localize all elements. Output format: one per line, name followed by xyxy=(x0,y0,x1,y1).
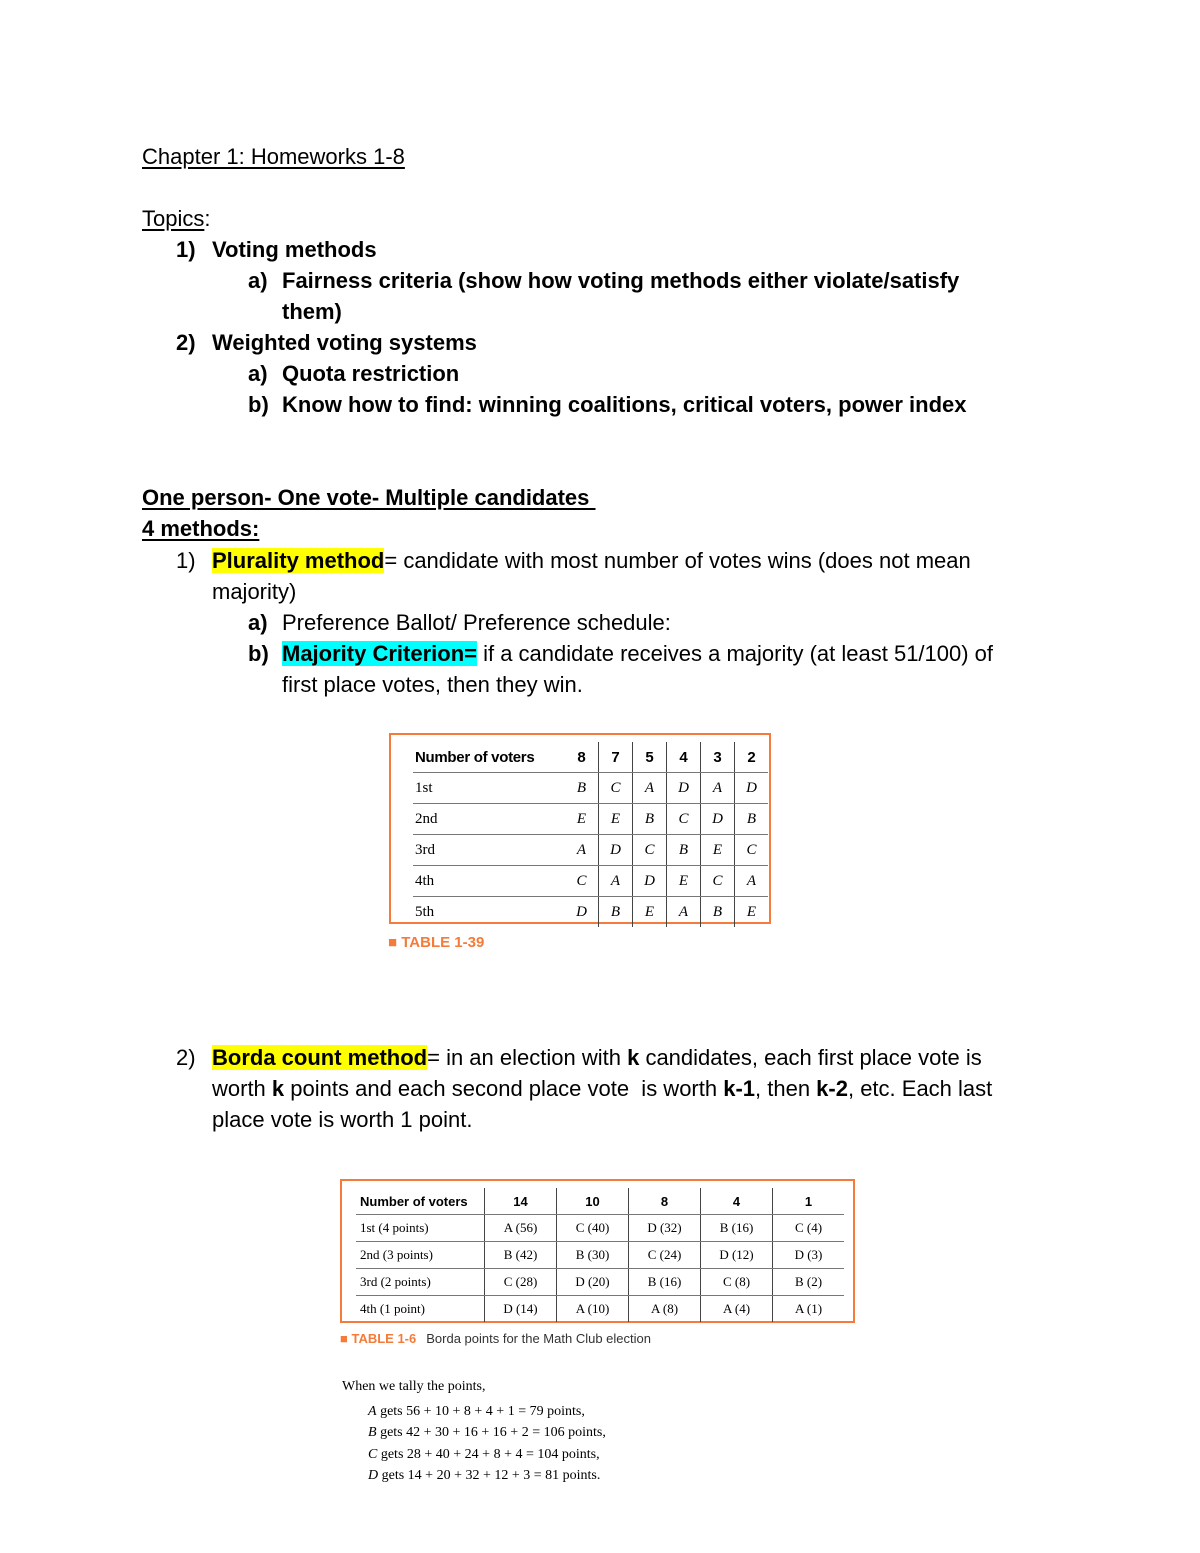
table-cell: B (2) xyxy=(773,1269,845,1296)
header-cell: 3 xyxy=(701,742,735,773)
table-cell: B xyxy=(735,804,769,835)
topics-heading-label: Topics xyxy=(142,206,205,231)
subtopic-text: Know how to find: winning coalitions, critical voters, power index xyxy=(282,392,967,417)
table-cell: D (12) xyxy=(701,1242,773,1269)
table-cell: A xyxy=(565,835,599,866)
row-label: 2nd xyxy=(413,804,565,835)
table-cell: B xyxy=(599,897,633,928)
row-label: 1st xyxy=(413,773,565,804)
table-cell: A xyxy=(701,773,735,804)
tally-intro: When we tally the points, xyxy=(342,1379,486,1394)
row-label: 1st (4 points) xyxy=(356,1215,485,1242)
table-1-39-caption: ■ TABLE 1-39 xyxy=(388,934,485,951)
preference-schedule xyxy=(413,742,768,927)
header-cell: 5 xyxy=(633,742,667,773)
table-row xyxy=(356,1242,844,1269)
candidate-letter: B xyxy=(368,1425,377,1440)
row-label: 2nd (3 points) xyxy=(356,1242,485,1269)
tally-text: gets 28 + 40 + 24 + 8 + 4 = 104 points, xyxy=(377,1447,600,1462)
table-row xyxy=(413,897,768,928)
majority-term: Majority Criterion= xyxy=(282,641,477,666)
table-row xyxy=(356,1215,844,1242)
borda-text: points and each second place vote is worth xyxy=(284,1076,724,1101)
topic-number: 1) xyxy=(176,237,196,262)
header-cell: Number of voters xyxy=(413,742,565,773)
preference-table-1-39 xyxy=(389,733,771,924)
borda-term: Borda count method xyxy=(212,1045,428,1070)
table-cell: A xyxy=(735,866,769,897)
plurality-definition xyxy=(212,545,971,576)
header-cell: 4 xyxy=(701,1188,773,1215)
borda-def-line2 xyxy=(212,1073,992,1104)
subtopic-letter: a) xyxy=(248,268,268,293)
tally-line xyxy=(368,1422,606,1443)
table-cell: C xyxy=(633,835,667,866)
table-cell: C (28) xyxy=(485,1269,557,1296)
majority-criterion xyxy=(282,638,993,669)
tally-text: gets 42 + 30 + 16 + 16 + 2 = 106 points, xyxy=(376,1425,606,1440)
table-row xyxy=(413,835,768,866)
table-row xyxy=(413,866,768,897)
row-label: 4th (1 point) xyxy=(360,1301,425,1316)
topic-number: 2) xyxy=(176,330,196,355)
tally-text: gets 56 + 10 + 8 + 4 + 1 = 79 points, xyxy=(376,1404,585,1419)
method-number: 1) xyxy=(176,548,196,573)
table-cell: D xyxy=(633,866,667,897)
table-cell: A xyxy=(667,897,701,928)
table-cell: B (30) xyxy=(557,1242,629,1269)
borda-k-minus-1: k-1 xyxy=(723,1076,756,1101)
table-cell: A (56) xyxy=(485,1215,557,1242)
table-cell: C xyxy=(667,804,701,835)
tally-text: gets 14 + 20 + 32 + 12 + 3 = 81 points. xyxy=(378,1468,601,1483)
subtopic-text-continued: them) xyxy=(282,299,342,324)
plurality-def-text: = candidate with most number of votes wins (does not mean xyxy=(384,548,971,573)
header-cell: 14 xyxy=(485,1188,557,1215)
table-cell: A (10) xyxy=(557,1296,629,1323)
header-cell: 8 xyxy=(629,1188,701,1215)
topic-text: Voting methods xyxy=(212,237,377,262)
subtopic-text: Quota restriction xyxy=(282,361,460,386)
plurality-def-continued: majority) xyxy=(212,579,297,604)
table-cell: C xyxy=(735,835,769,866)
majority-def-continued: first place votes, then they win. xyxy=(282,672,583,697)
header-cell: 1 xyxy=(773,1188,845,1215)
borda-k: k xyxy=(627,1045,640,1070)
table-cell: A (8) xyxy=(629,1296,701,1323)
table-cell: D xyxy=(599,835,633,866)
borda-text: , then xyxy=(755,1076,817,1101)
table-cell: E xyxy=(735,897,769,928)
header-cell: 10 xyxy=(557,1188,629,1215)
row-label: 5th xyxy=(415,903,435,920)
table-cell: A (1) xyxy=(773,1296,845,1323)
subtopic-text: Fairness criteria (show how voting methods either violate/satisfy xyxy=(282,268,960,293)
row-label: 3rd xyxy=(413,835,565,866)
page-title: Chapter 1: Homeworks 1-8 xyxy=(142,144,405,169)
header-cell: 7 xyxy=(599,742,633,773)
caption-number: ■ TABLE 1-6 xyxy=(340,1331,417,1346)
table-cell: C (4) xyxy=(773,1215,845,1242)
borda-text: = in an election with xyxy=(427,1045,628,1070)
tally-line xyxy=(368,1465,600,1486)
plurality-term: Plurality method xyxy=(212,548,385,573)
borda-def-line3: place vote is worth 1 point. xyxy=(212,1107,473,1132)
table-cell: D xyxy=(576,903,587,920)
table-cell: B (16) xyxy=(629,1269,701,1296)
table-cell: C (8) xyxy=(701,1269,773,1296)
table-cell: C xyxy=(565,866,599,897)
table-row xyxy=(356,1296,844,1323)
header-cell: 2 xyxy=(735,742,769,773)
table-row xyxy=(356,1269,844,1296)
table-header-row xyxy=(356,1188,844,1215)
table-cell: D (20) xyxy=(557,1269,629,1296)
tally-line xyxy=(368,1444,600,1465)
preference-ballot-text: Preference Ballot/ Preference schedule: xyxy=(282,610,671,635)
row-label: 4th xyxy=(413,866,565,897)
table-cell: E xyxy=(633,897,667,928)
table-cell: B xyxy=(565,773,599,804)
borda-table-1-6 xyxy=(340,1179,855,1323)
borda-text: worth xyxy=(212,1076,272,1101)
sub-letter: b) xyxy=(248,641,269,666)
table-cell: B (42) xyxy=(485,1242,557,1269)
topic-text: Weighted voting systems xyxy=(212,330,477,355)
table-cell: D xyxy=(667,773,701,804)
table-cell: E xyxy=(667,866,701,897)
table-cell: C xyxy=(599,773,633,804)
table-row xyxy=(413,773,768,804)
caption-description: Borda points for the Math Club election xyxy=(426,1331,651,1346)
table-cell: B xyxy=(667,835,701,866)
table-cell: D xyxy=(735,773,769,804)
table-cell: A (4) xyxy=(701,1296,773,1323)
table-header-row xyxy=(413,742,768,773)
borda-k-minus-2: k-2 xyxy=(816,1076,848,1101)
method-number: 2) xyxy=(176,1045,196,1070)
candidate-letter: D xyxy=(368,1468,379,1483)
table-cell: C xyxy=(701,866,735,897)
table-cell: D (3) xyxy=(773,1242,845,1269)
topics-colon: : xyxy=(204,206,211,231)
borda-definition xyxy=(212,1042,982,1073)
table-cell: D (32) xyxy=(629,1215,701,1242)
table-cell: B xyxy=(701,897,735,928)
table-cell: B (16) xyxy=(701,1215,773,1242)
table-cell: D (14) xyxy=(485,1296,557,1323)
topics-heading xyxy=(142,203,210,234)
candidate-letter: C xyxy=(368,1447,378,1462)
table-cell: C (24) xyxy=(629,1242,701,1269)
header-cell: Number of voters xyxy=(356,1188,485,1215)
majority-def-text: if a candidate receives a majority (at least 51/100) of xyxy=(476,641,994,666)
borda-text: candidates, each first place vote is xyxy=(639,1045,982,1070)
header-cell: 8 xyxy=(565,742,599,773)
sub-letter: a) xyxy=(248,610,268,635)
table-cell: E xyxy=(599,804,633,835)
candidate-letter: A xyxy=(368,1404,377,1419)
tally-line xyxy=(368,1401,585,1422)
subtopic-letter: b) xyxy=(248,392,269,417)
subtopic-letter: a) xyxy=(248,361,268,386)
borda-k: k xyxy=(271,1076,285,1101)
table-1-6-caption xyxy=(340,1331,651,1346)
table-cell: C (40) xyxy=(557,1215,629,1242)
table-cell: D xyxy=(701,804,735,835)
borda-text: , etc. Each last xyxy=(847,1076,993,1101)
methods-heading: 4 methods: xyxy=(142,516,260,541)
topic-item xyxy=(176,234,196,265)
borda-points-table xyxy=(356,1188,844,1322)
table-cell: B xyxy=(633,804,667,835)
row-label: 3rd (2 points) xyxy=(356,1269,485,1296)
table-cell: A xyxy=(633,773,667,804)
table-cell: E xyxy=(565,804,599,835)
table-row xyxy=(413,804,768,835)
section-heading: One person- One vote- Multiple candidates xyxy=(142,485,596,510)
header-cell: 4 xyxy=(667,742,701,773)
table-cell: A xyxy=(599,866,633,897)
table-cell: E xyxy=(701,835,735,866)
